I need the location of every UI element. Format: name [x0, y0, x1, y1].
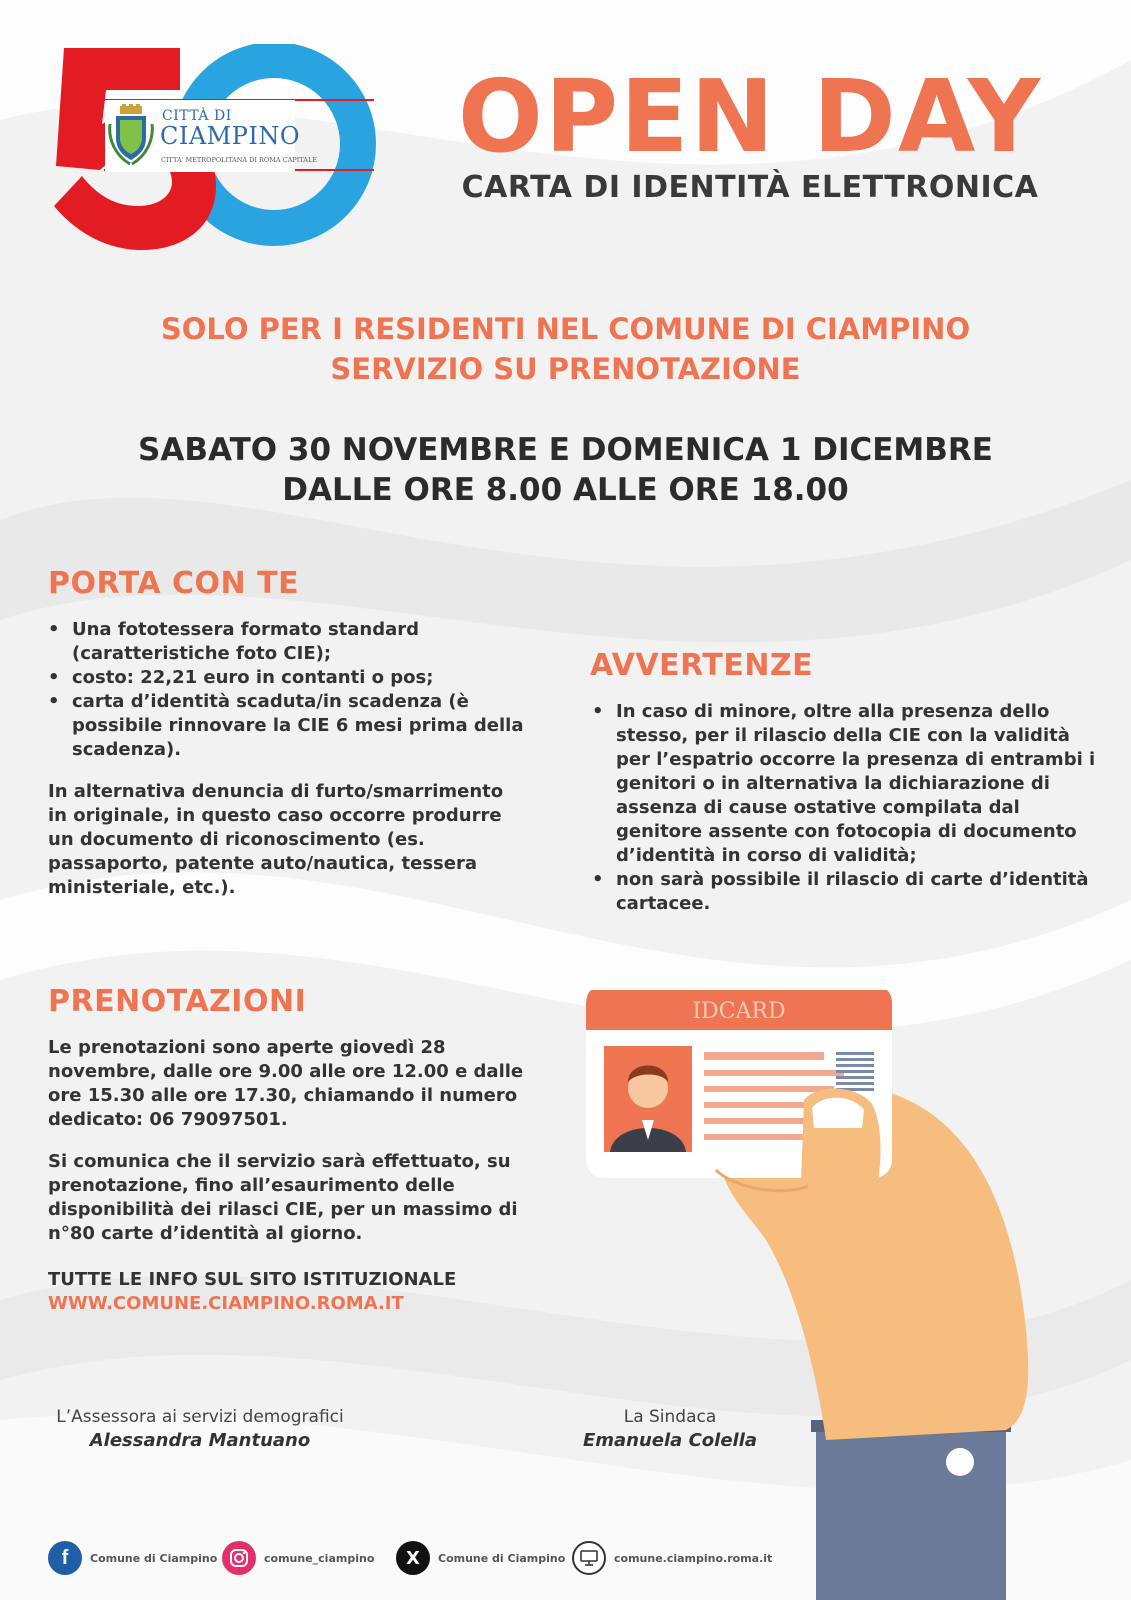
city-subtitle: CITTA' METROPOLITANA DI ROMA CAPITALE	[161, 156, 318, 164]
event-dates: SABATO 30 NOVEMBRE E DOMENICA 1 DICEMBRE	[138, 432, 993, 468]
social-label: Comune di Ciampino	[438, 1551, 566, 1565]
id-card-hand-illustration	[586, 990, 1131, 1600]
social-label: comune_ciampino	[264, 1551, 375, 1565]
monitor-icon	[572, 1541, 606, 1575]
crest-icon	[108, 104, 154, 166]
signature-name-assessora: Alessandra Mantuano	[89, 1430, 311, 1451]
porta-con-te-paragraph: In alternativa denuncia di furto/smarrimento in originale, in questo caso occorre produrre un documento di riconoscimento (es. passaporto, patente auto/nautica, tessera ministeriale, etc.).	[48, 781, 504, 898]
avvertenze-heading: AVVERTENZE	[590, 648, 814, 683]
social-instagram[interactable]	[222, 1541, 374, 1575]
website-link[interactable]: WWW.COMUNE.CIAMPINO.ROMA.IT	[48, 1293, 404, 1314]
prenotazioni-heading: PRENOTAZIONI	[48, 984, 307, 1019]
residents-notice: SOLO PER I RESIDENTI NEL COMUNE DI CIAMPINO	[160, 312, 971, 346]
page-title: OPEN DAY	[457, 58, 1043, 175]
event-hours: DALLE ORE 8.00 ALLE ORE 18.00	[282, 472, 849, 508]
prenotazioni-paragraph-1: Le prenotazioni sono aperte giovedì 28 novembre, dalle ore 9.00 alle ore 12.00 e dalle ore 15.30 alle ore 17.30, chiamando il numero dedicato: 06 79097501.	[48, 1037, 524, 1130]
porta-con-te-heading: PORTA CON TE	[48, 566, 300, 601]
social-label: comune.ciampino.roma.it	[614, 1551, 773, 1565]
list-item: • carta d’identità scaduta/in scadenza (è possibile rinnovare la CIE 6 mesi prima della scadenza).	[72, 690, 542, 762]
page-subtitle: CARTA DI IDENTITÀ ELETTRONICA	[461, 170, 1039, 205]
city-prefix: CITTÀ DI	[162, 108, 232, 124]
signature-role-assessora: L’Assessora ai servizi demografici	[56, 1407, 344, 1427]
facebook-icon: f	[48, 1541, 82, 1575]
social-label: Comune di Ciampino	[90, 1551, 218, 1565]
info-line: TUTTE LE INFO SUL SITO ISTITUZIONALE	[48, 1269, 457, 1290]
social-facebook[interactable]	[48, 1541, 217, 1575]
prenotazioni-paragraph-2: Si comunica che il servizio sarà effettuato, su prenotazione, fino all’esaurimento delle disponibilità dei rilasci CIE, per un massimo di n°80 carte d’identità al giorno.	[48, 1151, 518, 1244]
instagram-icon	[222, 1541, 256, 1575]
signature-name-sindaca: Emanuela Colella	[582, 1430, 758, 1451]
x-icon: X	[396, 1541, 430, 1575]
list-item: • costo: 22,21 euro in contanti o pos;	[72, 666, 542, 690]
social-website[interactable]	[572, 1541, 772, 1575]
signature-role-sindaca: La Sindaca	[623, 1407, 717, 1427]
list-item: • non sarà possibile il rilascio di carte d’identità cartacee.	[616, 868, 1108, 916]
id-card-label: IDCARD	[692, 999, 786, 1024]
list-item: • Una fototessera formato standard (caratteristiche foto CIE);	[72, 618, 542, 666]
city-name: CIAMPINO	[160, 122, 301, 150]
list-item: • In caso di minore, oltre alla presenza dello stesso, per il rilascio della CIE con la validità per l’espatrio occorre la presenza di entrambi i genitori o in alternativa la dichiarazione di assenza di cause ostative compilata dal genitore assente con fotocopia di documento d’identità in corso di validità;	[616, 700, 1108, 868]
booking-notice: SERVIZIO SU PRENOTAZIONE	[330, 352, 801, 386]
social-x[interactable]	[396, 1541, 565, 1575]
porta-con-te-list	[48, 618, 542, 762]
avvertenze-list	[592, 700, 1108, 916]
